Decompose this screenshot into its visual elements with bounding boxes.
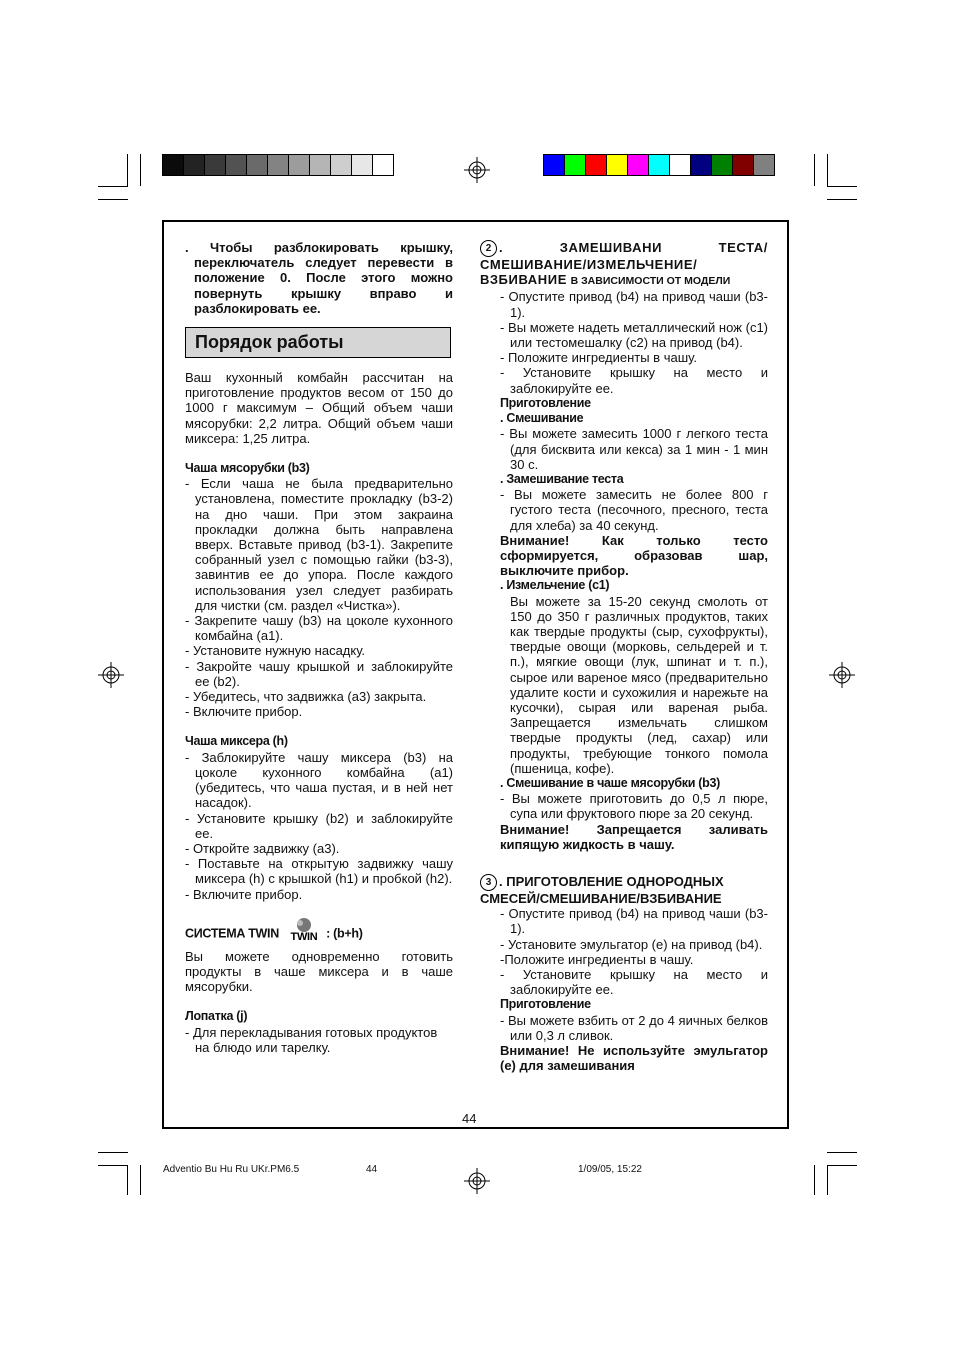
crop-mark	[827, 186, 857, 187]
list-item: - Убедитесь, что задвижка (a3) закрыта.	[185, 689, 427, 705]
bowl-mix-warning: Внимание! Запрещается заливать кипящую жидкость в чашу.	[500, 821, 768, 852]
crop-mark	[98, 186, 128, 187]
crop-mark	[814, 1165, 815, 1195]
s3-number: 3	[480, 874, 497, 891]
list-item: - Установите крышку (b2) и заблокируйте ее.	[185, 810, 453, 841]
gray-swatch	[372, 154, 394, 176]
bowl-mix-title: . Смешивание в чаше мясорубки (b3)	[500, 775, 721, 790]
color-calibration-bar	[544, 154, 775, 176]
knead-text: - Вы можете замесить не более 800 г густого теста (песочного, пресного, теста для хлеба) за 40 секунд.	[500, 487, 768, 533]
knead-warning: Внимание! Как только тесто сформируется, образовав шар, выключите прибор.	[500, 532, 768, 579]
list-item: - Вы можете надеть металлический нож (c1) или тестомешалку (c2) на привод (b4).	[500, 319, 768, 351]
list-item: - Установите нужную насадку.	[185, 643, 366, 659]
registration-mark-icon	[464, 157, 490, 183]
s3-title: 3 . ПРИГОТОВЛЕНИЕ ОДНОРОДНЫХ СМЕСЕЙ/СМЕШИВАНИЕ/ВЗБИВАНИЕ	[480, 873, 724, 907]
color-swatch	[753, 154, 775, 176]
s3-warning: Внимание! Не используйте эмульгатор (e) для замешивания	[500, 1043, 768, 1074]
color-swatch	[543, 154, 565, 176]
list-item: - Откройте задвижку (a3).	[185, 840, 340, 856]
left-column	[185, 240, 453, 1055]
s3-prep-text: - Вы можете взбить от 2 до 4 яичных белков или 0,3 л сливок.	[500, 1012, 768, 1043]
list-item: - Заблокируйте чашу миксера (b3) на цоколе кухонного комбайна (a1) (убедитесь, что чаша пустая, и в ней нет насадок).	[185, 749, 453, 811]
s3-list	[480, 906, 768, 997]
registration-mark-icon	[98, 662, 124, 688]
crop-mark	[98, 1152, 128, 1153]
grinder-list	[185, 476, 453, 719]
crop-mark	[127, 1165, 128, 1195]
crop-mark	[827, 199, 857, 200]
chop-title: . Измельчение (c1)	[500, 578, 610, 593]
unlock-note: . Чтобы разблокировать крышку, переключатель следует перевести в положение 0. После этого можно повернуть крышку вправо и разблокировать ее.	[185, 240, 453, 316]
color-swatch	[711, 154, 733, 176]
mixer-list	[185, 750, 453, 902]
section-title: Порядок работы	[185, 327, 451, 358]
list-item: - Включите прибор.	[185, 704, 303, 720]
prep-title: Приготовление	[500, 395, 591, 410]
list-item: - Поставьте на открытую задвижку чашу миксера (h) с крышкой (h1) и пробкой (h2).	[185, 856, 453, 887]
svg-text:TWIN: TWIN	[290, 930, 318, 943]
gray-swatch	[204, 154, 226, 176]
gray-swatch	[330, 154, 352, 176]
color-swatch	[669, 154, 691, 176]
mix-text: - Вы можете замесить 1000 г легкого теста (для бисквита или кекса) за 1 мин - 1 мин 30 с.	[500, 426, 768, 472]
color-swatch	[732, 154, 754, 176]
color-swatch	[627, 154, 649, 176]
mix-title: . Смешивание	[500, 411, 584, 426]
footer-page: 44	[366, 1164, 378, 1175]
twin-title: СИСТЕМА TWIN	[185, 926, 279, 941]
gray-swatch	[267, 154, 289, 176]
intro-text: Ваш кухонный комбайн рассчитан на приготовление продуктов весом от 150 до 1000 г максимум – Общий объем чаши мясорубки: 2,2 литра. Общий объем чаши миксера: 1,25 литра.	[185, 370, 453, 446]
crop-mark	[127, 154, 128, 186]
gray-swatch	[225, 154, 247, 176]
chop-text: Вы можете за 15-20 секунд смолоть от 150 до 350 г различных продуктов, таких как твердые продукты (сыр, сухофрукты), твердые овощи (морковь, сельдерей и т. п.), мягкие овощи (лук, шпинат и т. п.), сырое или вареное мясо (предварительно удалите кости и сухожилия и нарежьте на кусочки), сырая или вареная рыба. Запрещается измельчать слишком твердые продукты (лед, сахар) или продукты, требующие тонкого помола (пшеница, кофе).	[510, 593, 768, 776]
twin-suffix: : (b+h)	[326, 926, 363, 941]
footer-file: Adventio Bu Hu Ru UKr.PM6.5	[163, 1164, 300, 1175]
list-item: - Положите ингредиенты в чашу.	[500, 350, 697, 366]
spatula-title: Лопатка (j)	[185, 1009, 248, 1024]
list-item: - Закрепите чашу (b3) на цоколе кухонного комбайна (a1).	[185, 613, 453, 644]
list-item: - Установите крышку на место и заблокируйте ее.	[500, 967, 768, 998]
color-swatch	[648, 154, 670, 176]
spatula-text: - Для перекладывания готовых продуктов на блюдо или тарелку.	[185, 1024, 438, 1055]
crop-mark	[827, 1165, 857, 1166]
twin-text: Вы можете одновременно готовить продукты в чаше миксера и в чаше мясорубки.	[185, 948, 453, 995]
list-item: - Установите эмульгатор (e) на привод (b4).	[500, 936, 763, 952]
list-item: - Опустите привод (b4) на привод чаши (b3-1).	[500, 906, 768, 937]
twin-title-line	[185, 921, 453, 947]
gray-swatch	[288, 154, 310, 176]
gray-swatch	[162, 154, 184, 176]
list-item: - Установите крышку на место и заблокируйте ее.	[500, 365, 768, 396]
gray-swatch	[183, 154, 205, 176]
grinder-title: Чаша мясорубки (b3)	[185, 461, 310, 476]
s3-prep-title: Приготовление	[500, 997, 591, 1012]
color-swatch	[606, 154, 628, 176]
registration-mark-icon	[829, 662, 855, 688]
crop-mark	[827, 154, 828, 186]
color-swatch	[585, 154, 607, 176]
s2-title: 2 . ЗАМЕШИВАНИ ТЕСТА/ СМЕШИВАНИЕ/ИЗМЕЛЬЧЕНИЕ/ ВЗБИВАНИЕ В ЗАВИСИМОСТИ ОТ МОДЕЛИ	[480, 240, 768, 288]
s2-list	[480, 289, 768, 395]
crop-mark	[827, 1152, 857, 1153]
color-swatch	[690, 154, 712, 176]
crop-mark	[814, 154, 815, 186]
crop-mark	[140, 1165, 141, 1195]
list-item: - Опустите привод (b4) на привод чаши (b3-1).	[500, 289, 768, 320]
crop-mark	[140, 154, 141, 186]
s2-number: 2	[480, 240, 497, 257]
grayscale-calibration-bar	[163, 154, 394, 176]
twin-logo	[282, 917, 326, 943]
bowl-mix-text: - Вы можете приготовить до 0,5 л пюре, супа или фруктового пюре за 20 секунд.	[500, 791, 768, 822]
list-item: - Закройте чашу крышкой и заблокируйте ее (b2).	[185, 658, 453, 689]
crop-mark	[98, 199, 128, 200]
knead-title: . Замешивание теста	[500, 471, 624, 486]
crop-mark	[827, 1165, 828, 1195]
crop-mark	[98, 1165, 128, 1166]
right-column	[480, 240, 768, 1073]
gray-swatch	[351, 154, 373, 176]
registration-mark-icon	[464, 1168, 490, 1194]
mixer-title: Чаша миксера (h)	[185, 734, 288, 749]
page-number: 44	[462, 1111, 477, 1126]
footer-date: 1/09/05, 15:22	[578, 1164, 642, 1175]
list-item: -Положите ингредиенты в чашу.	[500, 951, 694, 967]
color-swatch	[564, 154, 586, 176]
gray-swatch	[246, 154, 268, 176]
gray-swatch	[309, 154, 331, 176]
list-item: - Если чаша не была предварительно установлена, поместите прокладку (b3-2) на дно чаши. При этом закраина прокладки должна быть направлена вверх. Вставьте привод (b3-1). Закрепите собранный узел с помощью гайки (b3-3), завинтив ее до упора. После каждого использования узел следует разбирать для чистки (см. раздел «Чистка»).	[185, 476, 453, 613]
list-item: - Включите прибор.	[185, 886, 303, 902]
